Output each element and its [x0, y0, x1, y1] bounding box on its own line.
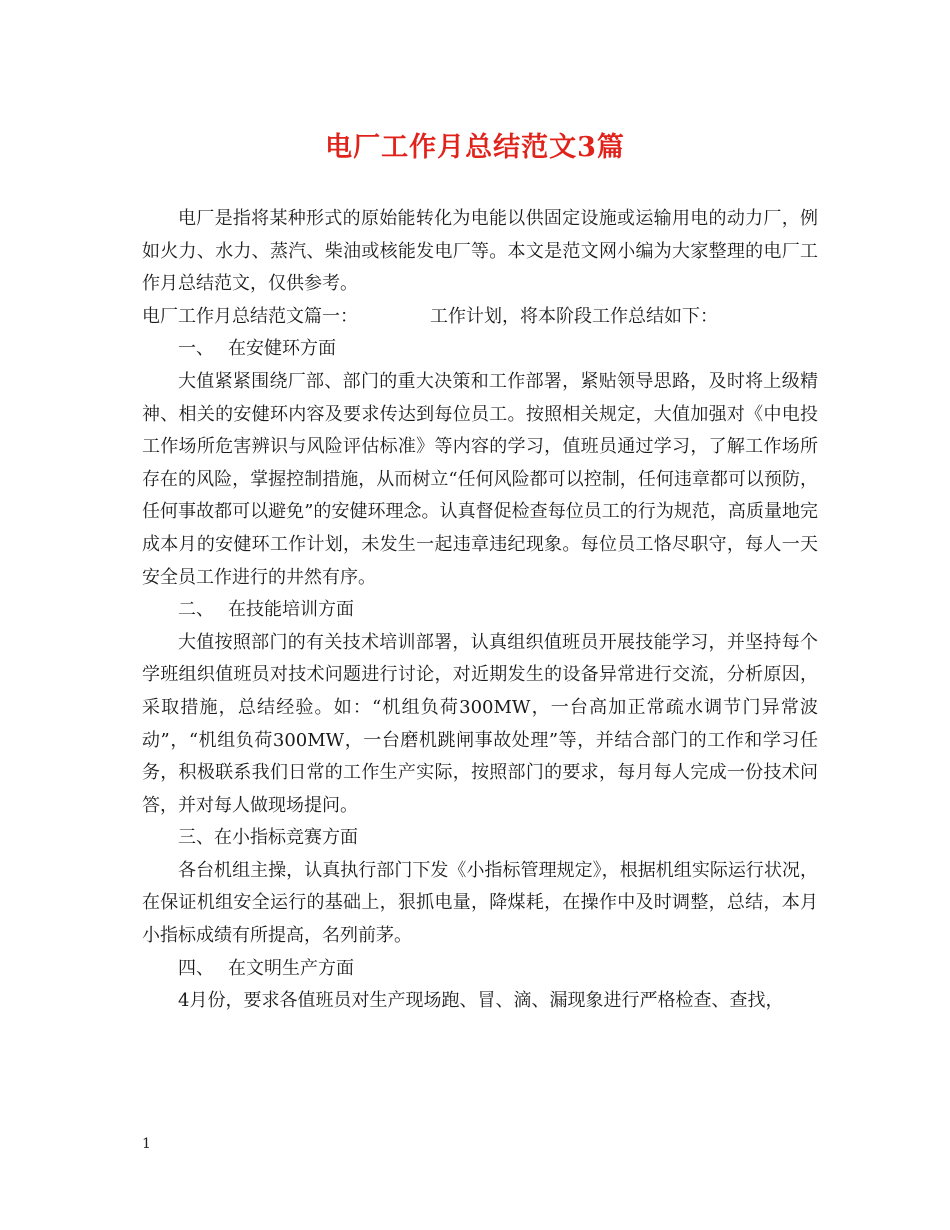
heading-number: 二、 [178, 599, 214, 621]
heading-safety [142, 333, 818, 366]
heading-number: 四、 [178, 957, 214, 979]
heading-text: 在安健环方面 [228, 338, 336, 360]
heading-civilized-production [142, 953, 818, 986]
heading-text: 在技能培训方面 [228, 599, 354, 621]
intro-paragraph: 电厂是指将某种形式的原始能转化为电能以供固定设施或运输用电的动力厂，例如火力、水力、蒸汽、柴油或核能发电厂等。本文是范文网小编为大家整理的电厂工作月总结范文，仅供参考。 [142, 208, 818, 295]
heading-text: 在文明生产方面 [228, 957, 354, 979]
paragraph-training: 大值按照部门的有关技术培训部署，认真组织值班员开展技能学习，并坚持每个学班组织值班员对技术问题进行讨论，对近期发生的设备异常进行交流，分析原因，采取措施，总结经验。如：“机组负荷300MW，一台高加正常疏水调节门异常波动”，“机组负荷300MW，一台磨机跳闸事故处理”等，并结合部门的工作和学习任务，积极联系我们日常的工作生产实际，按照部门的要求，每月每人完成一份技术问答，并对每人做现场提问。 [142, 631, 818, 816]
heading-training [142, 594, 818, 627]
heading-number: 一、 [178, 338, 214, 360]
paragraph-indicators: 各台机组主操，认真执行部门下发《小指标管理规定》，根据机组实际运行状况，在保证机组安全运行的基础上，狠抓电量，降煤耗，在操作中及时调整，总结，本月小指标成绩有所提高，名列前茅。 [142, 859, 818, 947]
document-body [142, 203, 818, 1018]
paragraph-civilized-production: 4月份，要求各值班员对生产现场跑、冒、滴、漏现象进行严格检查、查找， [178, 990, 784, 1012]
document-title: 电厂工作月总结范文3篇 [325, 132, 625, 163]
section-label: 电厂工作月总结范文篇一： [142, 305, 358, 327]
section-text: 工作计划，将本阶段工作总结如下： [430, 305, 718, 327]
paragraph-safety: 大值紧紧围绕厂部、部门的重大决策和工作部署，紧贴领导思路，及时将上级精神、相关的安健环内容及要求传达到每位员工。按照相关规定，大值加强对《中电投工作场所危害辨识与风险评估标准》等内容的学习，值班员通过学习，了解工作场所存在的风险，掌握控制措施，从而树立“任何风险都可以控制，任何违章都可以预防，任何事故都可以避免”的安健环理念。认真督促检查每位员工的行为规范，高质量地完成本月的安健环工作计划，未发生一起违章违纪现象。每位员工恪尽职守，每人一天安全员工作进行的井然有序。 [142, 370, 818, 588]
section-line [142, 301, 818, 334]
heading-indicators: 三、在小指标竞赛方面 [178, 827, 358, 849]
page-number: 1 [142, 1136, 151, 1152]
